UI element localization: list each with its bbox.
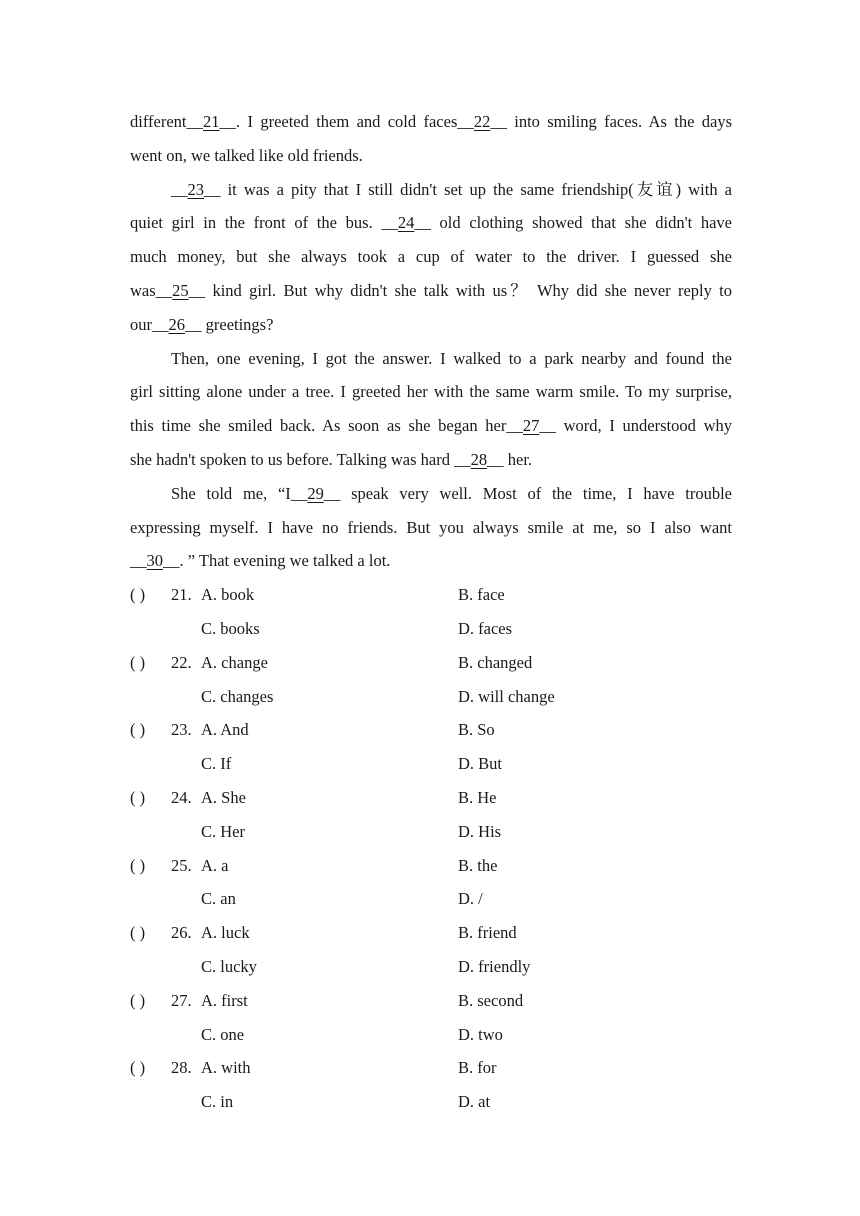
question-row-options bbox=[130, 882, 732, 916]
passage-paragraph bbox=[130, 105, 732, 173]
option-a: A. change bbox=[201, 652, 268, 672]
option-b: B. changed bbox=[458, 652, 533, 672]
option-c: C. an bbox=[201, 889, 236, 909]
passage-line bbox=[130, 206, 732, 240]
answer-blank[interactable]: ( ) bbox=[130, 923, 146, 943]
question-number: 26. bbox=[171, 923, 192, 943]
question-row bbox=[130, 849, 732, 883]
answer-blank[interactable]: ( ) bbox=[130, 1058, 146, 1078]
blank-number: __23__ bbox=[171, 179, 221, 199]
option-b: B. He bbox=[458, 787, 497, 807]
question-row bbox=[130, 713, 732, 747]
passage-line bbox=[130, 105, 732, 139]
passage-text: Then, one evening, I got the answer. I walked to a park nearby and found the bbox=[171, 348, 732, 368]
option-d: D. friendly bbox=[458, 956, 531, 976]
passage-text: kind girl. But why didn't she talk with us？ Why did she never reply to bbox=[205, 280, 732, 300]
option-a: A. with bbox=[201, 1058, 251, 1078]
option-a: A. And bbox=[201, 720, 249, 740]
passage-line bbox=[130, 511, 732, 545]
blank-number: __22__ bbox=[457, 112, 507, 131]
question-row bbox=[130, 916, 732, 950]
option-b: B. the bbox=[458, 855, 498, 875]
option-b: B. So bbox=[458, 720, 495, 740]
question-number: 27. bbox=[171, 990, 192, 1010]
question-row-options bbox=[130, 612, 732, 646]
blank-number: __27__ bbox=[506, 416, 556, 436]
question-number: 28. bbox=[171, 1058, 192, 1078]
question-row bbox=[130, 984, 732, 1018]
passage-text: quiet girl in the front of the bus. bbox=[130, 213, 382, 233]
option-c: C. lucky bbox=[201, 956, 257, 976]
option-d: D. faces bbox=[458, 618, 513, 638]
passage-text: She told me, “I bbox=[171, 483, 291, 503]
passage-text: this time she smiled back. As soon as she began her bbox=[130, 416, 507, 436]
option-c: C. in bbox=[201, 1092, 234, 1112]
passage-paragraph bbox=[130, 173, 732, 342]
question-row bbox=[130, 646, 732, 680]
passage-text: was bbox=[130, 280, 156, 300]
option-d: D. / bbox=[458, 889, 483, 909]
answer-blank[interactable]: ( ) bbox=[130, 990, 146, 1010]
passage-line bbox=[130, 274, 732, 308]
option-a: A. luck bbox=[201, 923, 250, 943]
option-c: C. one bbox=[201, 1024, 245, 1044]
blank-number: __26__ bbox=[152, 314, 202, 334]
question-row bbox=[130, 781, 732, 815]
answer-blank[interactable]: ( ) bbox=[130, 585, 146, 605]
option-d: D. But bbox=[458, 754, 503, 774]
passage-text: . ” That evening we talked a lot. bbox=[179, 551, 391, 571]
option-a: A. book bbox=[201, 585, 255, 605]
passage-text: went on, we talked like old friends. bbox=[130, 145, 363, 165]
option-c: C. books bbox=[201, 618, 260, 638]
question-row-options bbox=[130, 1018, 732, 1052]
question-row-options bbox=[130, 747, 732, 781]
blank-number: __21__ bbox=[186, 112, 237, 131]
question-number: 24. bbox=[171, 787, 192, 807]
worksheet-page bbox=[130, 105, 732, 1119]
passage-paragraph bbox=[130, 342, 732, 477]
option-b: B. second bbox=[458, 990, 524, 1010]
option-d: D. His bbox=[458, 821, 502, 841]
answer-blank[interactable]: ( ) bbox=[130, 720, 146, 740]
passage-line bbox=[130, 409, 732, 443]
answer-blank[interactable]: ( ) bbox=[130, 855, 146, 875]
passage bbox=[130, 105, 732, 578]
option-d: D. at bbox=[458, 1092, 491, 1112]
question-number: 25. bbox=[171, 855, 192, 875]
passage-line bbox=[130, 240, 732, 274]
passage-text: girl sitting alone under a tree. I greeted her with the same warm smile. To my surprise, bbox=[130, 382, 732, 402]
answer-blank[interactable]: ( ) bbox=[130, 787, 146, 807]
passage-line bbox=[130, 342, 732, 376]
passage-text: her. bbox=[503, 449, 533, 469]
question-number: 23. bbox=[171, 720, 192, 740]
option-c: C. If bbox=[201, 754, 232, 774]
option-a: A. a bbox=[201, 855, 229, 875]
blank-number: __28__ bbox=[454, 449, 504, 469]
answer-blank[interactable]: ( ) bbox=[130, 652, 146, 672]
passage-line bbox=[130, 544, 732, 578]
passage-line bbox=[130, 477, 732, 511]
passage-text: greetings? bbox=[201, 314, 274, 334]
passage-text: she hadn't spoken to us before. Talking was hard bbox=[130, 449, 455, 469]
option-a: A. first bbox=[201, 990, 248, 1010]
option-c: C. changes bbox=[201, 686, 274, 706]
blank-number: __30__ bbox=[130, 551, 180, 571]
question-row-options bbox=[130, 1085, 732, 1119]
passage-text: into smiling faces. As the days bbox=[506, 112, 732, 131]
passage-line bbox=[130, 139, 732, 173]
question-row bbox=[130, 1051, 732, 1085]
passage-line bbox=[130, 443, 732, 477]
option-b: B. face bbox=[458, 585, 505, 605]
blank-number: __24__ bbox=[381, 213, 431, 233]
passage-text: expressing myself. I have no friends. But you always smile at me, so I also want bbox=[130, 517, 732, 537]
passage-line bbox=[130, 308, 732, 342]
passage-line bbox=[130, 173, 732, 207]
option-d: D. will change bbox=[458, 686, 555, 706]
option-a: A. She bbox=[201, 787, 246, 807]
passage-text: much money, but she always took a cup of water to the driver. I guessed she bbox=[130, 247, 732, 267]
passage-text: speak very well. Most of the time, I have trouble bbox=[340, 483, 732, 503]
passage-line bbox=[130, 375, 732, 409]
passage-text: old clothing showed that she didn't have bbox=[430, 213, 732, 233]
question-row-options bbox=[130, 815, 732, 849]
blank-number: __25__ bbox=[155, 280, 206, 300]
question-row bbox=[130, 578, 732, 612]
passage-paragraph bbox=[130, 477, 732, 578]
question-row-options bbox=[130, 950, 732, 984]
option-b: B. for bbox=[458, 1058, 497, 1078]
passage-text: it was a pity that I still didn't set up the same friendship(友谊) with a bbox=[220, 179, 732, 199]
question-list bbox=[130, 578, 732, 1119]
option-b: B. friend bbox=[458, 923, 517, 943]
question-number: 22. bbox=[171, 652, 192, 672]
blank-number: __29__ bbox=[290, 483, 341, 503]
question-row-options bbox=[130, 680, 732, 714]
passage-text: . I greeted them and cold faces bbox=[236, 112, 458, 131]
option-d: D. two bbox=[458, 1024, 503, 1044]
passage-text: our bbox=[130, 314, 152, 334]
passage-text: different bbox=[130, 112, 187, 131]
option-c: C. Her bbox=[201, 821, 245, 841]
question-number: 21. bbox=[171, 585, 192, 605]
passage-text: word, I understood why bbox=[555, 416, 732, 436]
